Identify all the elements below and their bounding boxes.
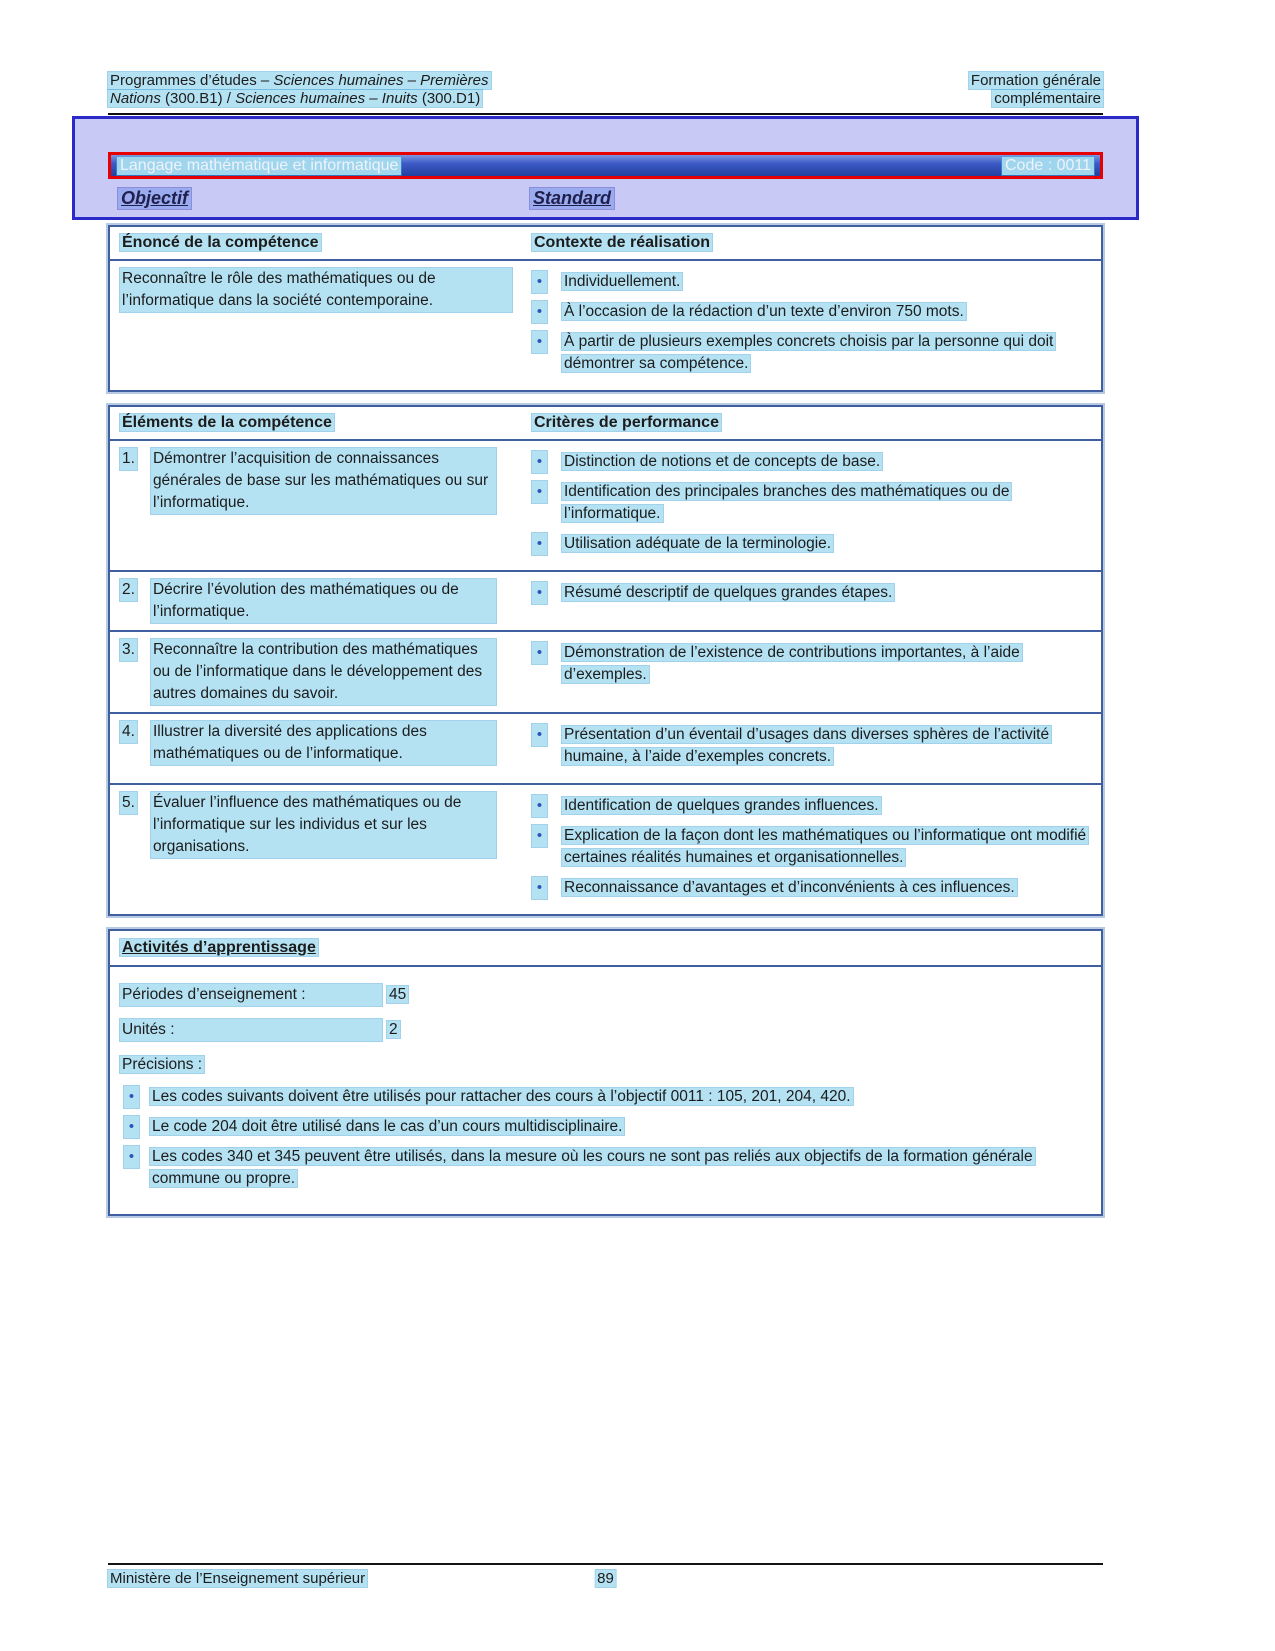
header-program-code-1: (300.B1) /	[160, 90, 236, 107]
list-item	[532, 724, 1091, 768]
criteres-cell	[522, 714, 1101, 783]
periods-row	[120, 984, 1091, 1006]
critere-item: Identification des principales branches des mathématiques ou de l’informatique.	[564, 483, 1010, 522]
table-row	[110, 441, 1101, 570]
list-item	[532, 582, 1091, 604]
elements-table-header	[110, 407, 1101, 441]
bullet-icon: •	[532, 877, 547, 899]
list-item	[532, 642, 1091, 686]
list-item	[532, 271, 1091, 293]
contexte-item: Individuellement.	[564, 273, 681, 290]
header-left	[108, 72, 491, 108]
criteres-cell	[522, 785, 1101, 914]
element-text: Démontrer l’acquisition de connaissances générales de base sur les mathématiques ou sur l’informatique.	[151, 448, 496, 514]
bullet-icon: •	[532, 481, 547, 503]
element-text: Évaluer l’influence des mathématiques ou de l’informatique sur les individus et sur les organisations.	[151, 792, 496, 858]
competence-table-header	[110, 227, 1101, 261]
bullet-icon: •	[532, 331, 547, 353]
critere-item: Résumé descriptif de quelques grandes étapes.	[564, 584, 893, 601]
list-item	[532, 795, 1091, 817]
criteres-header: Critères de performance	[534, 414, 719, 431]
page-header	[108, 72, 1103, 115]
footer-ministry: Ministère de l’Enseignement supérieur	[110, 1570, 366, 1587]
list-item	[120, 1116, 1091, 1138]
header-program-name-1: Sciences humaines – Premières	[273, 72, 489, 89]
contexte-header: Contexte de réalisation	[534, 234, 711, 251]
criteres-cell	[522, 441, 1101, 570]
table-row	[110, 783, 1101, 914]
element-text: Décrire l’évolution des mathématiques ou de l’informatique.	[151, 579, 496, 623]
activities-header	[110, 931, 1101, 967]
element-cell	[110, 572, 522, 630]
table-row	[110, 630, 1101, 712]
header-program-text-1	[108, 72, 491, 89]
header-right	[969, 72, 1103, 108]
element-cell	[110, 714, 522, 783]
bullet-icon: •	[124, 1116, 139, 1138]
periods-label: Périodes d’enseignement :	[120, 984, 382, 1006]
bullet-icon: •	[532, 271, 547, 293]
list-item	[532, 301, 1091, 323]
header-formation-label-2: complémentaire	[994, 90, 1101, 107]
activities-body	[110, 967, 1101, 1214]
list-item	[532, 331, 1091, 375]
competence-statement: Reconnaître le rôle des mathématiques ou de l’informatique dans la société contemporaine.	[120, 268, 512, 312]
page-footer	[108, 1563, 1103, 1587]
contexte-list-cell	[522, 261, 1101, 390]
periods-value: 45	[389, 986, 407, 1003]
list-item	[532, 481, 1091, 525]
units-row	[120, 1019, 1091, 1041]
critere-item: Présentation d’un éventail d’usages dans diverses sphères de l’activité humaine, à l’aide d’exemples concrets.	[564, 726, 1050, 765]
header-program-name-2: Nations	[110, 90, 161, 107]
element-number: 4.	[120, 721, 137, 743]
header-program-name-3: Sciences humaines – Inuits	[235, 90, 418, 107]
precision-item: Les codes 340 et 345 peuvent être utilisés, dans la mesure où les cours ne sont pas reliés aux objectifs de la formation générale commune ou propre.	[152, 1148, 1033, 1187]
objective-standard-row	[108, 188, 1103, 209]
header-formation-label: Formation générale	[970, 72, 1101, 89]
bullet-icon: •	[532, 451, 547, 473]
element-number: 1.	[120, 448, 137, 470]
bullet-icon: •	[532, 301, 547, 323]
list-item	[120, 1146, 1091, 1190]
bullet-icon: •	[532, 724, 547, 746]
objective-banner	[72, 116, 1139, 220]
header-program-code-2: (300.D1)	[417, 90, 481, 107]
precision-item: Le code 204 doit être utilisé dans le cas d’un cours multidisciplinaire.	[152, 1118, 623, 1135]
list-item	[532, 533, 1091, 555]
activities-title: Activités d’apprentissage	[122, 939, 316, 956]
elements-header: Éléments de la compétence	[122, 414, 332, 431]
units-label: Unités :	[120, 1019, 382, 1041]
objective-title-bar	[108, 152, 1103, 179]
contexte-item: À l’occasion de la rédaction d’un texte d’environ 750 mots.	[564, 303, 964, 320]
elements-criteres-table	[108, 405, 1103, 916]
criteres-cell	[522, 572, 1101, 630]
critere-item: Reconnaissance d’avantages et d’inconvénients à ces influences.	[564, 879, 1015, 896]
contexte-item: À partir de plusieurs exemples concrets choisis par la personne qui doit démontrer sa compétence.	[564, 333, 1054, 372]
precision-item: Les codes suivants doivent être utilisés pour rattacher des cours à l’objectif 0011 : 105, 201, 204, 420.	[152, 1088, 851, 1105]
element-cell	[110, 785, 522, 914]
header-left-line-2	[108, 90, 491, 107]
list-item	[532, 451, 1091, 473]
list-item	[532, 877, 1091, 899]
precisions-label: Précisions :	[122, 1056, 203, 1073]
element-number: 2.	[120, 579, 137, 601]
list-item	[532, 825, 1091, 869]
element-cell	[110, 441, 522, 570]
competence-statement-cell	[110, 261, 522, 390]
header-left-line-1	[108, 72, 491, 89]
bullet-icon: •	[532, 582, 547, 604]
critere-item: Explication de la façon dont les mathématiques ou l’informatique ont modifié certaines réalités humaines et organisationnelles.	[564, 827, 1087, 866]
competence-table-body	[110, 261, 1101, 390]
list-item	[120, 1086, 1091, 1108]
table-row	[110, 570, 1101, 630]
competence-context-table	[108, 225, 1103, 392]
critere-item: Démonstration de l’existence de contributions importantes, à l’aide d’exemples.	[564, 644, 1020, 683]
criteres-cell	[522, 632, 1101, 712]
critere-item: Identification de quelques grandes influences.	[564, 797, 879, 814]
enonce-header: Énoncé de la compétence	[122, 234, 319, 251]
element-text: Illustrer la diversité des applications des mathématiques ou de l’informatique.	[151, 721, 496, 765]
bullet-icon: •	[124, 1146, 139, 1168]
header-program-text-2	[108, 90, 482, 107]
activities-box	[108, 929, 1103, 1216]
units-value: 2	[389, 1021, 398, 1038]
bullet-icon: •	[532, 825, 547, 847]
header-program-prefix: Programmes d’études –	[110, 72, 274, 89]
footer-page-number: 89	[597, 1570, 614, 1587]
table-row	[110, 712, 1101, 783]
element-cell	[110, 632, 522, 712]
bullet-icon: •	[532, 533, 547, 555]
standard-heading: Standard	[530, 188, 614, 209]
bullet-icon: •	[532, 642, 547, 664]
objective-title: Langage mathématique et informatique	[117, 157, 401, 175]
element-number: 3.	[120, 639, 137, 661]
element-number: 5.	[120, 792, 137, 814]
bullet-icon: •	[124, 1086, 139, 1108]
objective-code: Code : 0011	[1002, 157, 1094, 175]
element-text: Reconnaître la contribution des mathématiques ou de l’informatique dans le développement des autres domaines du savoir.	[151, 639, 496, 705]
bullet-icon: •	[532, 795, 547, 817]
critere-item: Distinction de notions et de concepts de base.	[564, 453, 881, 470]
objectif-heading: Objectif	[118, 188, 191, 209]
critere-item: Utilisation adéquate de la terminologie.	[564, 535, 832, 552]
precisions-row	[120, 1054, 1091, 1076]
